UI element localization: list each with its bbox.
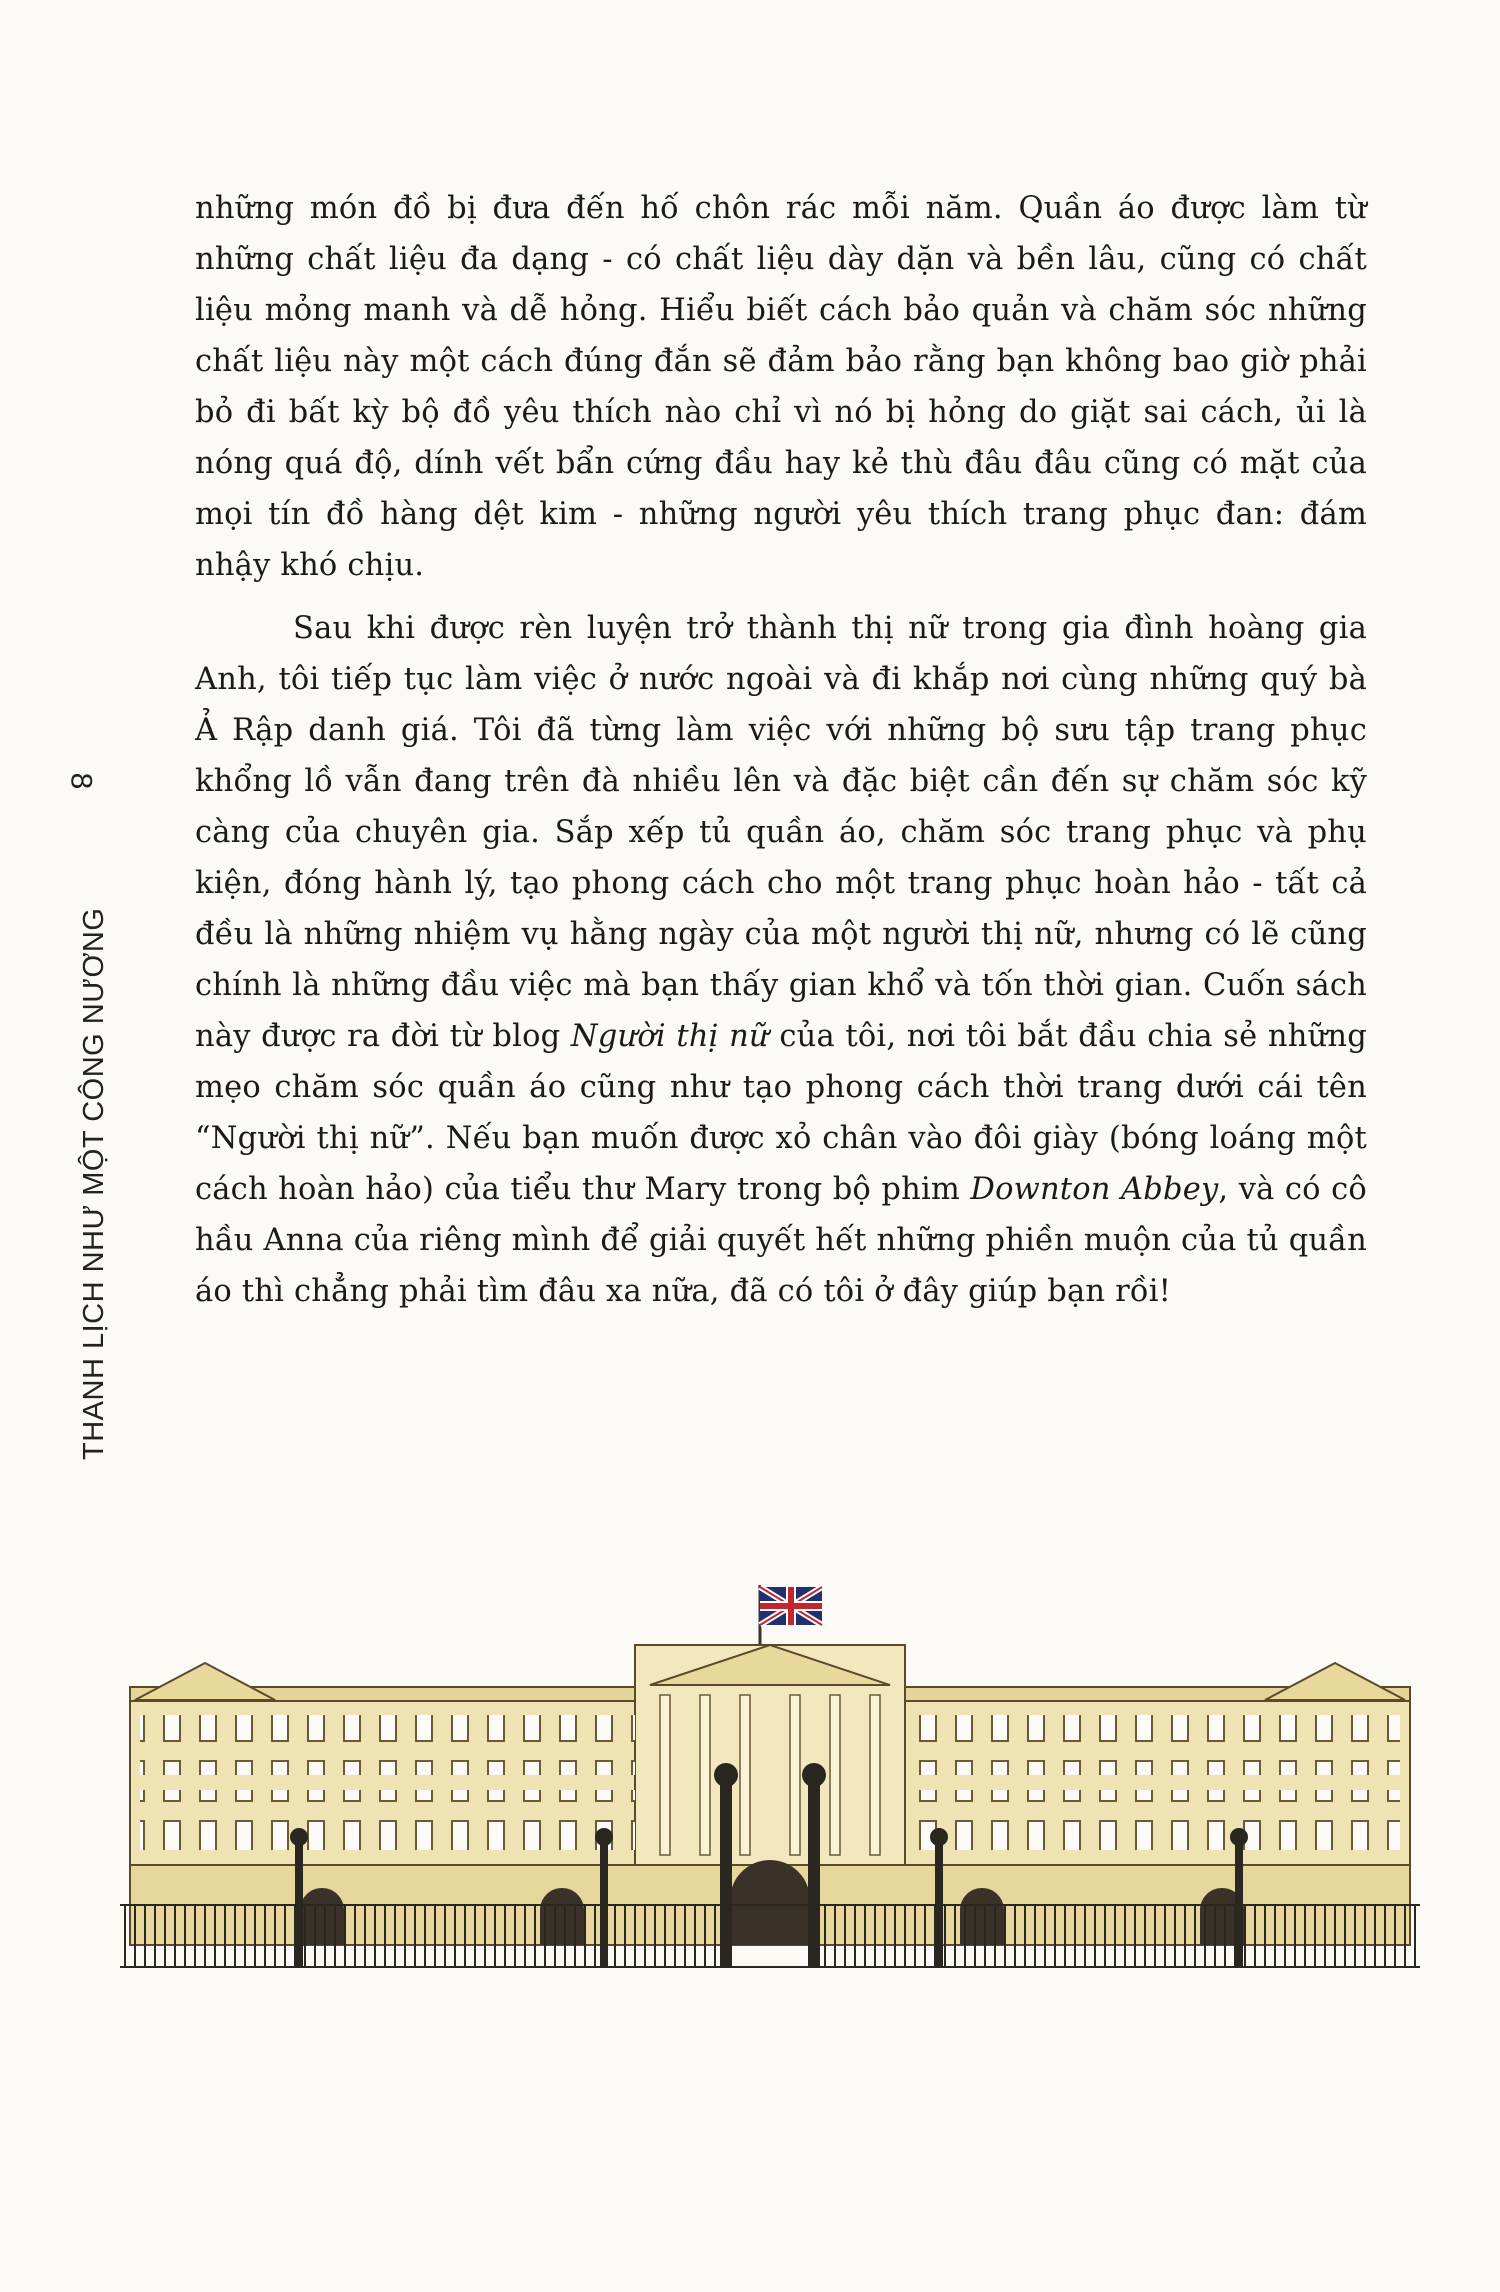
paragraph-2-part-3: , và có cô hầu Anna của riêng mình để giải quyết hết những phiền muộn của tủ quần áo thì chẳng phải tìm đâu xa nữa, đã có tôi ở đây giúp bạn rồi! <box>195 1172 1367 1309</box>
page-number: 8 <box>64 772 98 790</box>
palace-facade <box>130 1645 1410 1945</box>
paragraph-2 <box>195 603 1367 1317</box>
body-text <box>195 183 1367 1317</box>
paragraph-1: những món đồ bị đưa đến hố chôn rác mỗi năm. Quần áo được làm từ những chất liệu đa dạng - có chất liệu dày dặn và bền lâu, cũng có chất liệu mỏng manh và dễ hỏng. Hiểu biết cách bảo quản và chăm sóc những chất liệu này một cách đúng đắn sẽ đảm bảo rằng bạn không bao giờ phải bỏ đi bất kỳ bộ đồ yêu thích nào chỉ vì nó bị hỏng do giặt sai cách, ủi là nóng quá độ, dính vết bẩn cứng đầu hay kẻ thù đâu đâu cũng có mặt của mọi tín đồ hàng dệt kim - những người yêu thích trang phục đan: đám nhậy khó chịu. <box>195 191 1367 583</box>
film-name: Downton Abbey <box>970 1172 1219 1207</box>
paragraph-2-part-2: của tôi, nơi tôi bắt đầu chia sẻ những mẹo chăm sóc quần áo cũng như tạo phong cách thời trang dưới cái tên “Người thị nữ”. Nếu bạn muốn được xỏ chân vào đôi giày (bóng loáng một cách hoàn hảo) của tiểu thư Mary trong bộ phim <box>195 1019 1367 1207</box>
paragraph-2-part-1: Sau khi được rèn luyện trở thành thị nữ trong gia đình hoàng gia Anh, tôi tiếp tục làm việc ở nước ngoài và đi khắp nơi cùng những quý bà Ả Rập danh giá. Tôi đã từng làm việc với những bộ sưu tập trang phục khổng lồ vẫn đang trên đà nhiều lên và đặc biệt cần đến sự chăm sóc kỹ càng của chuyên gia. Sắp xếp tủ quần áo, chăm sóc trang phục và phụ kiện, đóng hành lý, tạo phong cách cho một trang phục hoàn hảo - tất cả đều là những nhiệm vụ hằng ngày của một người thị nữ, nhưng có lẽ cũng chính là những đầu việc mà bạn thấy gian khổ và tốn thời gian. Cuốn sách này được ra đời từ blog <box>195 611 1367 1054</box>
blog-name: Người thị nữ <box>570 1019 769 1054</box>
running-title: THANH LỊCH NHƯ MỘT CÔNG NƯƠNG <box>78 907 110 1460</box>
palace-illustration <box>120 1575 1420 1975</box>
